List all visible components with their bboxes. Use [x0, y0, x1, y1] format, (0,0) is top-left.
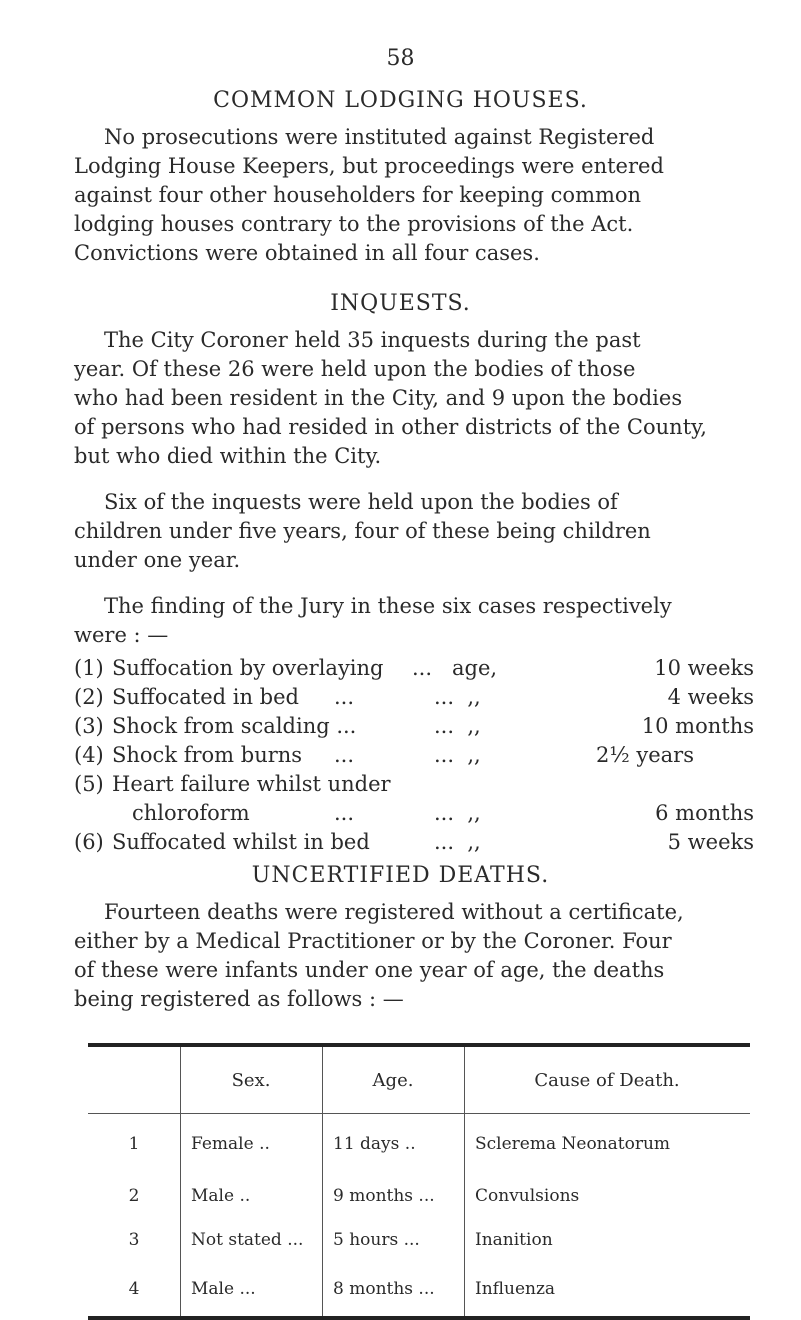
finding-value: 10 months — [641, 714, 754, 738]
inquests-paragraph-3 — [74, 592, 736, 650]
lodging-paragraph — [74, 123, 736, 268]
text-line: The finding of the Jury in these six cases respectively — [104, 594, 672, 618]
finding-number: (1) — [74, 656, 104, 680]
finding-age-label: ... ,, — [434, 714, 481, 738]
cell-age: 11 days .. — [323, 1114, 465, 1175]
finding-text: Suffocation by overlaying — [112, 656, 384, 680]
finding-number: (5) — [74, 772, 104, 796]
cell-number: 2 — [128, 1186, 140, 1206]
finding-row — [74, 770, 754, 799]
cell-sex: Female .. — [181, 1114, 323, 1175]
cell-cause: Inanition — [465, 1218, 751, 1262]
finding-age-label: ... ,, — [434, 685, 481, 709]
text-line: of these were infants under one year of age, the deaths — [74, 958, 665, 982]
finding-age-label: ... ,, — [434, 801, 481, 825]
finding-text: Suffocated whilst in bed — [112, 830, 370, 854]
finding-lead: ... — [334, 743, 355, 767]
column-header-sex: Sex. — [181, 1045, 323, 1114]
text-line: but who died within the City. — [74, 444, 382, 468]
finding-value: 6 months — [655, 801, 754, 825]
finding-number: (2) — [74, 685, 104, 709]
text-line: against four other householders for keeping common — [74, 183, 642, 207]
text-line: under one year. — [74, 548, 241, 572]
text-line: Fourteen deaths were registered without a certificate, — [104, 900, 684, 924]
cell-cause: Convulsions — [465, 1174, 751, 1218]
finding-text: chloroform — [132, 801, 250, 825]
finding-number: (4) — [74, 743, 104, 767]
inquests-paragraph-2 — [74, 488, 736, 575]
text-line: The City Coroner held 35 inquests during the past — [104, 328, 641, 352]
finding-lead: ... — [334, 801, 355, 825]
finding-number: (3) — [74, 714, 104, 738]
table-row — [88, 1114, 750, 1175]
cell-number: 3 — [128, 1230, 140, 1250]
text-line: lodging houses contrary to the provisions of the Act. — [74, 212, 634, 236]
finding-lead: ... — [412, 656, 433, 680]
text-line: No prosecutions were instituted against Registered — [104, 125, 655, 149]
cell-number: 1 — [128, 1134, 140, 1154]
table-row — [88, 1262, 750, 1318]
cell-age: 9 months ... — [323, 1174, 465, 1218]
finding-number: (6) — [74, 830, 104, 854]
finding-text: Shock from scalding ... — [112, 714, 357, 738]
finding-value: 10 weeks — [654, 656, 754, 680]
section-heading-lodging: COMMON LODGING HOUSES. — [213, 88, 588, 113]
column-header-cause: Cause of Death. — [465, 1045, 751, 1114]
section-heading-uncertified: UNCERTIFIED DEATHS. — [251, 863, 550, 888]
finding-age-label: ... ,, — [434, 830, 481, 854]
finding-row — [74, 712, 754, 741]
cell-number: 4 — [88, 1262, 181, 1318]
finding-row — [74, 654, 754, 683]
finding-lead: ... — [334, 685, 355, 709]
cell-age: 5 hours ... — [323, 1218, 465, 1262]
table-row — [88, 1218, 750, 1262]
text-line: year. Of these 26 were held upon the bodies of those — [74, 357, 636, 381]
finding-value: 2½ years — [595, 743, 694, 767]
cell-cause: Influenza — [465, 1262, 751, 1318]
finding-value: 5 weeks — [667, 830, 754, 854]
finding-text: Shock from burns — [112, 743, 303, 767]
inquests-paragraph-1 — [74, 326, 736, 471]
text-line: Convictions were obtained in all four cases. — [74, 241, 540, 265]
finding-row — [74, 683, 754, 712]
cell-sex: Not stated ... — [181, 1218, 323, 1262]
section-heading-inquests: INQUESTS. — [330, 291, 471, 316]
cell-sex: Male ... — [181, 1262, 323, 1318]
uncertified-deaths-table — [88, 1043, 750, 1320]
text-line: Lodging House Keepers, but proceedings were entered — [74, 154, 664, 178]
finding-text: Suffocated in bed — [112, 685, 299, 709]
cell-sex: Male .. — [181, 1174, 323, 1218]
finding-age-label: age, — [452, 656, 498, 680]
page-number: 58 — [386, 46, 415, 71]
text-line: Six of the inquests were held upon the bodies of — [104, 490, 618, 514]
finding-text: Heart failure whilst under — [112, 772, 391, 796]
column-header-number — [88, 1045, 181, 1114]
finding-row — [74, 828, 754, 857]
cell-cause: Sclerema Neonatorum — [465, 1114, 751, 1175]
text-line: who had been resident in the City, and 9 upon the bodies — [74, 386, 683, 410]
text-line: either by a Medical Practitioner or by the Coroner. Four — [74, 929, 672, 953]
finding-value: 4 weeks — [667, 685, 754, 709]
text-line: being registered as follows : — — [74, 987, 404, 1011]
column-header-age: Age. — [323, 1045, 465, 1114]
finding-row — [74, 799, 754, 828]
text-line: children under five years, four of these being children — [74, 519, 651, 543]
cell-age: 8 months ... — [323, 1262, 465, 1318]
text-line: were : — — [74, 623, 169, 647]
table-header-row — [88, 1045, 750, 1114]
finding-age-label: ... ,, — [434, 743, 481, 767]
finding-row — [74, 741, 754, 770]
text-line: of persons who had resided in other districts of the County, — [74, 415, 707, 439]
table-row — [88, 1174, 750, 1218]
uncertified-paragraph — [74, 898, 736, 1014]
